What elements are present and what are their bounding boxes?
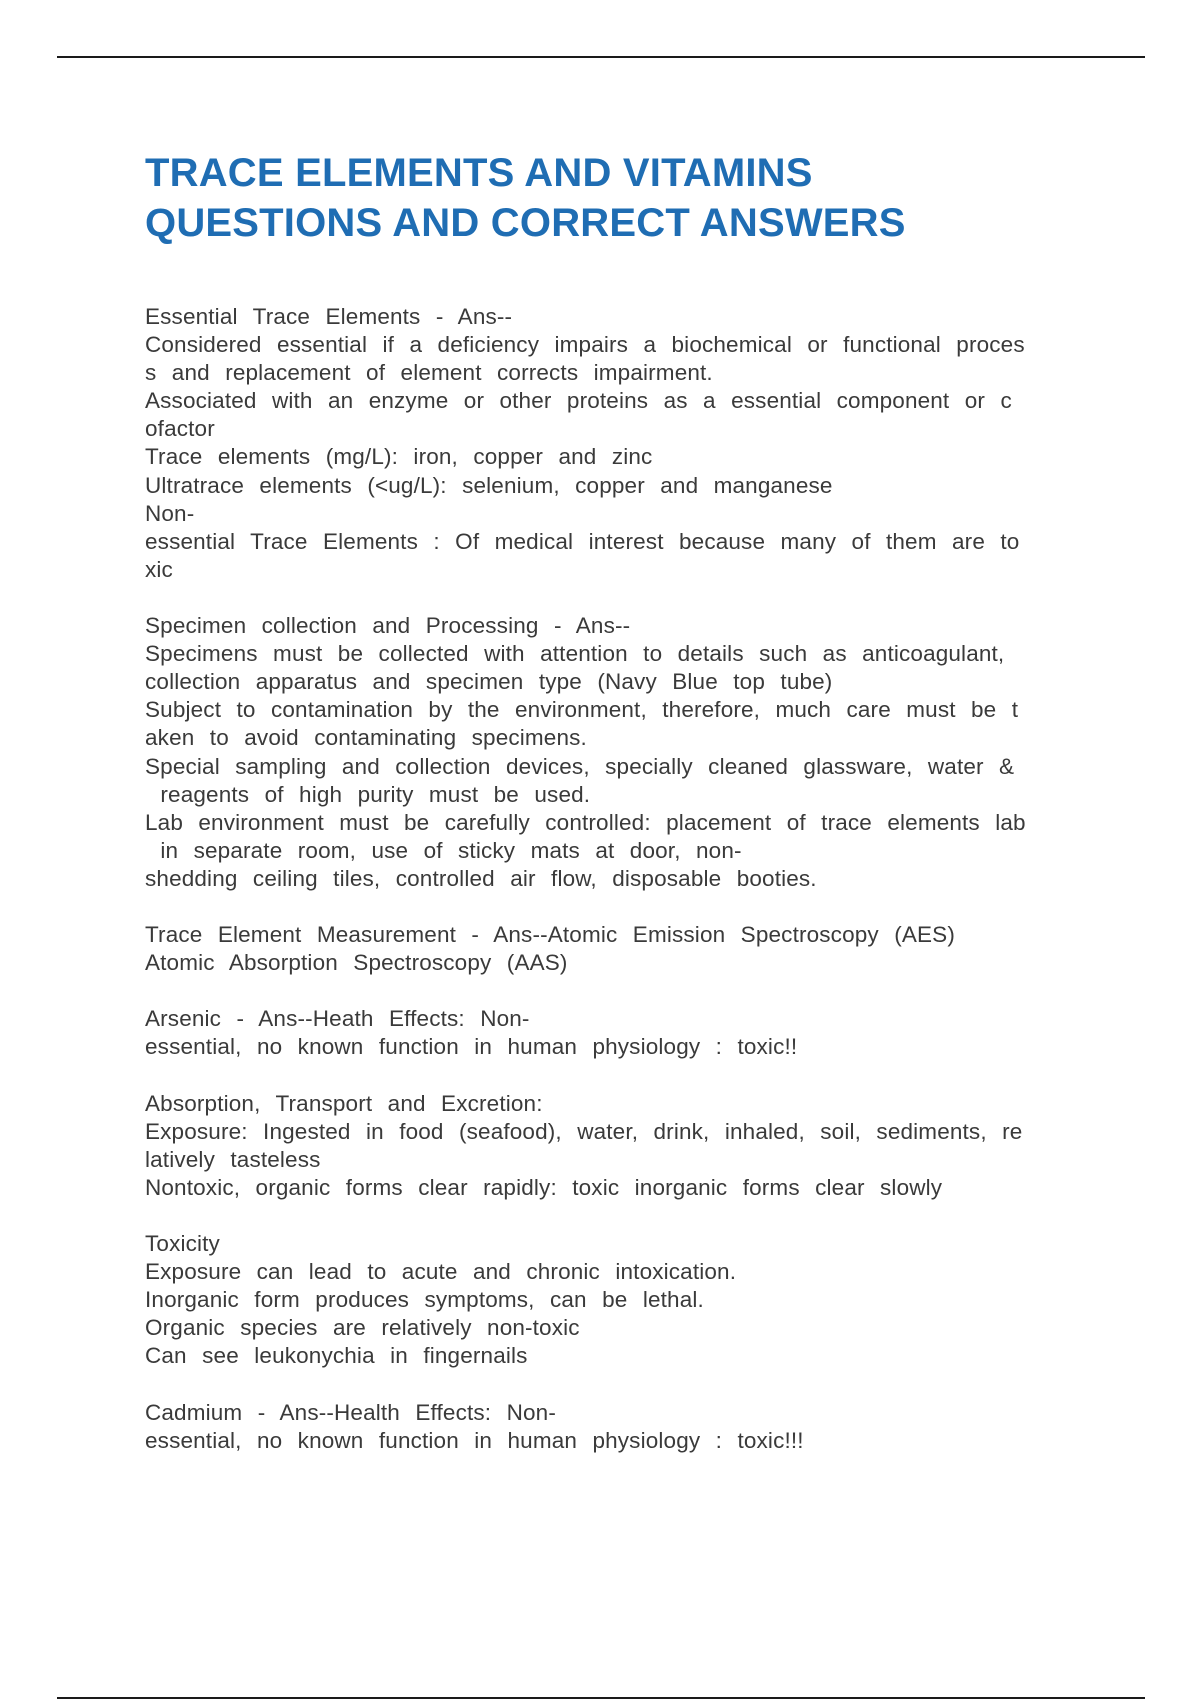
section-absorption-transport-excretion [145,1090,1095,1202]
section-heading: Arsenic - Ans--Heath Effects: Non- [145,1006,530,1032]
paragraph-gap [145,893,1095,921]
section-heading: Specimen collection and Processing - Ans-- [145,613,631,639]
section-heading: Cadmium - Ans--Health Effects: Non- [145,1399,556,1425]
body-line: Ultratrace elements (<ug/L): selenium, copper and manganese [145,472,833,498]
body-line: latively tasteless [145,1146,321,1172]
body-line: in separate room, use of sticky mats at door, non- [145,837,742,863]
body-line: Associated with an enzyme or other proteins as a essential component or c [145,388,1012,414]
paragraph-gap [145,1371,1095,1399]
body-line: xic [145,556,173,582]
paragraph-gap [145,1202,1095,1230]
section-specimen-collection [145,612,1095,893]
body-line: essential Trace Elements : Of medical interest because many of them are to [145,528,1020,554]
section-toxicity [145,1230,1095,1370]
section-arsenic [145,1005,1095,1061]
body-line: essential, no known function in human physiology : toxic!!! [145,1427,804,1453]
paragraph-gap [145,584,1095,612]
body-line: Subject to contamination by the environment, therefore, much care must be t [145,697,1019,723]
section-heading: Absorption, Transport and Excretion: [145,1090,543,1116]
paragraph-gap [145,977,1095,1005]
body-line: Nontoxic, organic forms clear rapidly: toxic inorganic forms clear slowly [145,1174,943,1200]
body-line: Special sampling and collection devices, specially cleaned glassware, water & [145,753,1015,779]
body-line: s and replacement of element corrects impairment. [145,360,713,386]
body-line: Non- [145,500,195,526]
body-line: essential, no known function in human physiology : toxic!! [145,1034,798,1060]
section-heading: Trace Element Measurement - Ans--Atomic Emission Spectroscopy (AES) [145,922,955,948]
document-body [145,303,1095,1455]
body-line: collection apparatus and specimen type (Navy Blue top tube) [145,669,833,695]
title-line-2: QUESTIONS AND CORRECT ANSWERS [145,201,906,245]
body-line: Lab environment must be carefully controlled: placement of trace elements lab [145,809,1026,835]
section-essential-trace-elements [145,303,1095,584]
paragraph-gap [145,1062,1095,1090]
document-title [145,148,1105,248]
body-line: shedding ceiling tiles, controlled air flow, disposable booties. [145,865,817,891]
body-line: Exposure can lead to acute and chronic intoxication. [145,1259,737,1285]
section-trace-element-measurement [145,921,1095,977]
body-line: Trace elements (mg/L): iron, copper and zinc [145,444,653,470]
top-horizontal-rule [57,56,1145,58]
section-heading: Essential Trace Elements - Ans-- [145,304,513,329]
title-line-1: TRACE ELEMENTS AND VITAMINS [145,151,813,195]
body-line: reagents of high purity must be used. [145,781,591,807]
body-line: Inorganic form produces symptoms, can be lethal. [145,1287,704,1313]
section-heading: Toxicity [145,1231,220,1257]
body-line: Atomic Absorption Spectroscopy (AAS) [145,950,568,976]
bottom-horizontal-rule [57,1697,1145,1699]
body-line: Organic species are relatively non-toxic [145,1315,580,1341]
body-line: Specimens must be collected with attention to details such as anticoagulant, [145,641,1005,667]
body-line: Can see leukonychia in fingernails [145,1343,528,1369]
body-line: ofactor [145,416,215,442]
section-cadmium [145,1399,1095,1455]
body-line: Exposure: Ingested in food (seafood), water, drink, inhaled, soil, sediments, re [145,1118,1023,1144]
body-line: aken to avoid contaminating specimens. [145,725,587,751]
body-line: Considered essential if a deficiency impairs a biochemical or functional proces [145,332,1025,358]
